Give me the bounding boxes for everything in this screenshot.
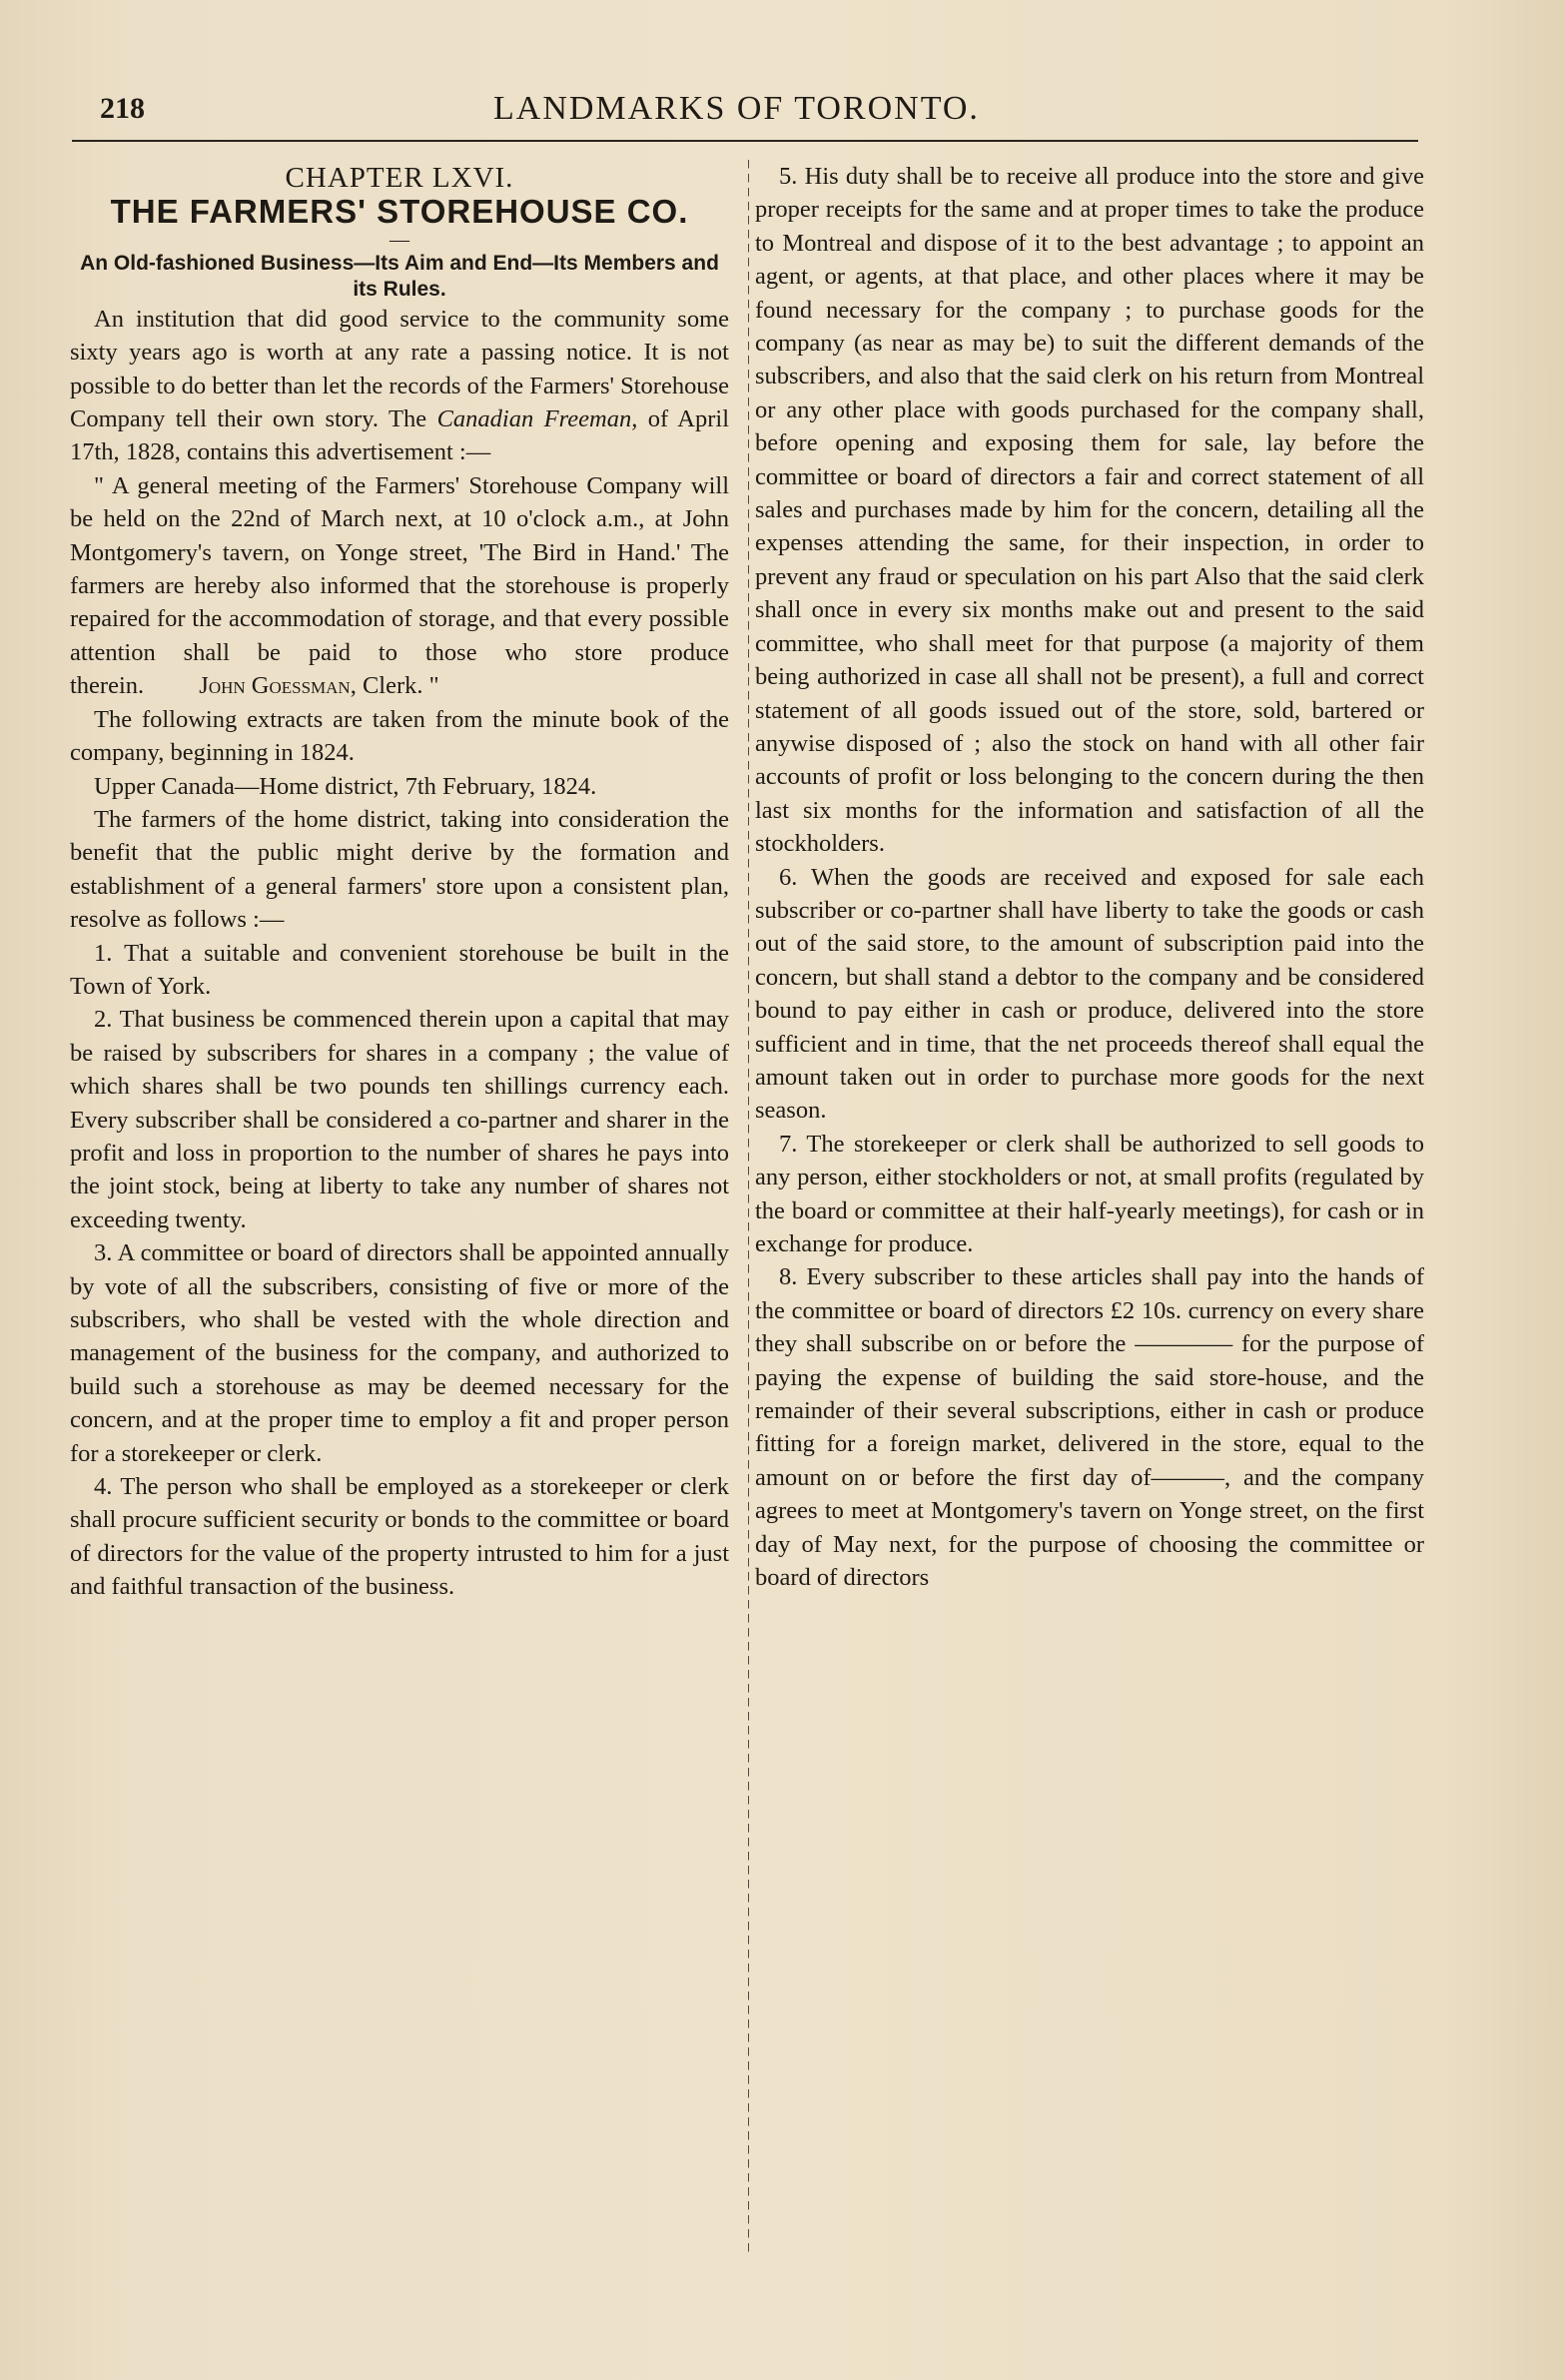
page-header	[74, 86, 1416, 136]
title-dash: —	[390, 228, 409, 251]
column-divider	[748, 160, 749, 2257]
article-item: 8. Every subscriber to these articles shall pay into the hands of the committee or board of directors £2 10s. currency on every share they shall subscribe on or before the ———— for the purpose of paying the expense of building the said store-house, and the remainder of their several subscriptions, either in cash or produce fitting for a foreign market, delivered in the store, equal to the amount on or before the first day of———, and the company agrees to meet at Montgomery's tavern on Yonge street, on the first day of May next, for the purpose of choosing the committee or board of directors	[755, 1263, 1424, 1592]
header-rule	[72, 140, 1418, 142]
article-item: 7. The storekeeper or clerk shall be authorized to sell goods to any person, either stockholders or not, at small profits (regulated by the board or committee at their half-yearly meetings), for cash or in exchange for produce.	[755, 1130, 1424, 1257]
article-title: THE FARMERS' STOREHOUSE CO.	[110, 193, 689, 231]
article-item: 3. A committee or board of directors shall be appointed annually by vote of all the subscribers, consisting of five or more of the subscribers, who shall be vested with the whole direction and management of the business for the company, and authorized to build such a storehouse as may be deemed necessary for the concern, and at the proper time to employ a fit and proper person for a storekeeper or clerk.	[70, 1239, 729, 1467]
article-item: 2. That business be commenced therein upon a capital that may be raised by subscribers for shares in a company ; the value of which shares shall be two pounds ten shillings currency each. Every subscriber shall be considered a co-partner and sharer in the profit and loss in proportion to the number of shares he pays into the joint stock, being at liberty to take any number of shares not exceeding twenty.	[70, 1006, 729, 1233]
chapter-heading: CHAPTER LXVI.	[285, 162, 514, 194]
page-number: 218	[100, 92, 145, 125]
running-title: LANDMARKS OF TORONTO.	[493, 90, 980, 127]
paragraph-advertisement: " A general meeting of the Farmers' Storehouse Company will be held on the 22nd of March next, at 10 o'clock a.m., at John Montgomery's tavern, on Yonge street, 'The Bird in Hand.' The farmers are hereby also informed that the storehouse is properly repaired for the accommodation of storage, and that every possible attention shall be paid to those who store produce therein. John Goessman, Clerk. "	[70, 471, 729, 700]
clerk-signature: John Goessman,	[199, 672, 357, 700]
left-column	[70, 162, 729, 1604]
paragraph: The farmers of the home district, taking into consideration the benefit that the public might derive by the formation and establishment of a general farmers' store upon a consistent plan, resolve as follows :—	[70, 805, 729, 934]
paragraph: The following extracts are taken from the minute book of the company, beginning in 1824.	[70, 705, 729, 767]
paragraph: Upper Canada—Home district, 7th February, 1824.	[94, 772, 597, 800]
article-item: 6. When the goods are received and exposed for sale each subscriber or co-partner shall have liberty to take the goods or cash out of the said store, to the amount of subscription paid into the concern, but shall stand a debtor to the company and be considered bound to pay either in cash or produce, delivered into the store sufficient and in time, that the net proceeds thereof shall equal the amount taken out in order to purchase more goods for the next season.	[755, 863, 1424, 1125]
article-item: 1. That a suitable and convenient storehouse be built in the Town of York.	[70, 939, 729, 1000]
article-item: 4. The person who shall be employed as a storekeeper or clerk shall procure sufficient security or bonds to the committee or board of directors for the value of the property intrusted to him for a just and faithful transaction of the business.	[70, 1473, 729, 1601]
article-item: 5. His duty shall be to receive all produce into the store and give proper receipts for the same and at proper times to take the produce to Montreal and dispose of it to the best advantage ; to appoint an agent, or agents, at that place, and other places where it may be found necessary for the company ; to purchase goods for the company (as near as may be) to suit the different demands of the subscribers, and also that the said clerk on his return from Montreal or any other place with goods purchased for the company shall, before opening and exposing them for sale, lay before the committee or board of directors a fair and correct statement of all sales and purchases made by him for the concern, detailing all the expenses attending the same, for their inspection, in order to prevent any fraud or speculation on his part Also that the said clerk shall once in every six months make out and present to the said committee, who shall meet for that purpose (a majority of them being authorized in case all shall not be present), a full and correct statement of all goods issued out of the store, sold, bartered or anywise disposed of ; also the stock on hand with all other fair accounts of profit or loss belonging to the concern during the then last six months for the information and satisfaction of all the stockholders.	[755, 163, 1424, 858]
article-subhead: An Old-fashioned Business—Its Aim and End—Its Members and its Rules.	[80, 251, 719, 301]
right-column	[755, 160, 1424, 1594]
paragraph: An institution that did good service to the community some sixty years ago is worth at any rate a passing notice. It is not possible to do better than let the records of the Farmers' Storehouse Company tell their own story. The Canadian Freeman, of April 17th, 1828, contains this advertisement :—	[70, 305, 730, 466]
